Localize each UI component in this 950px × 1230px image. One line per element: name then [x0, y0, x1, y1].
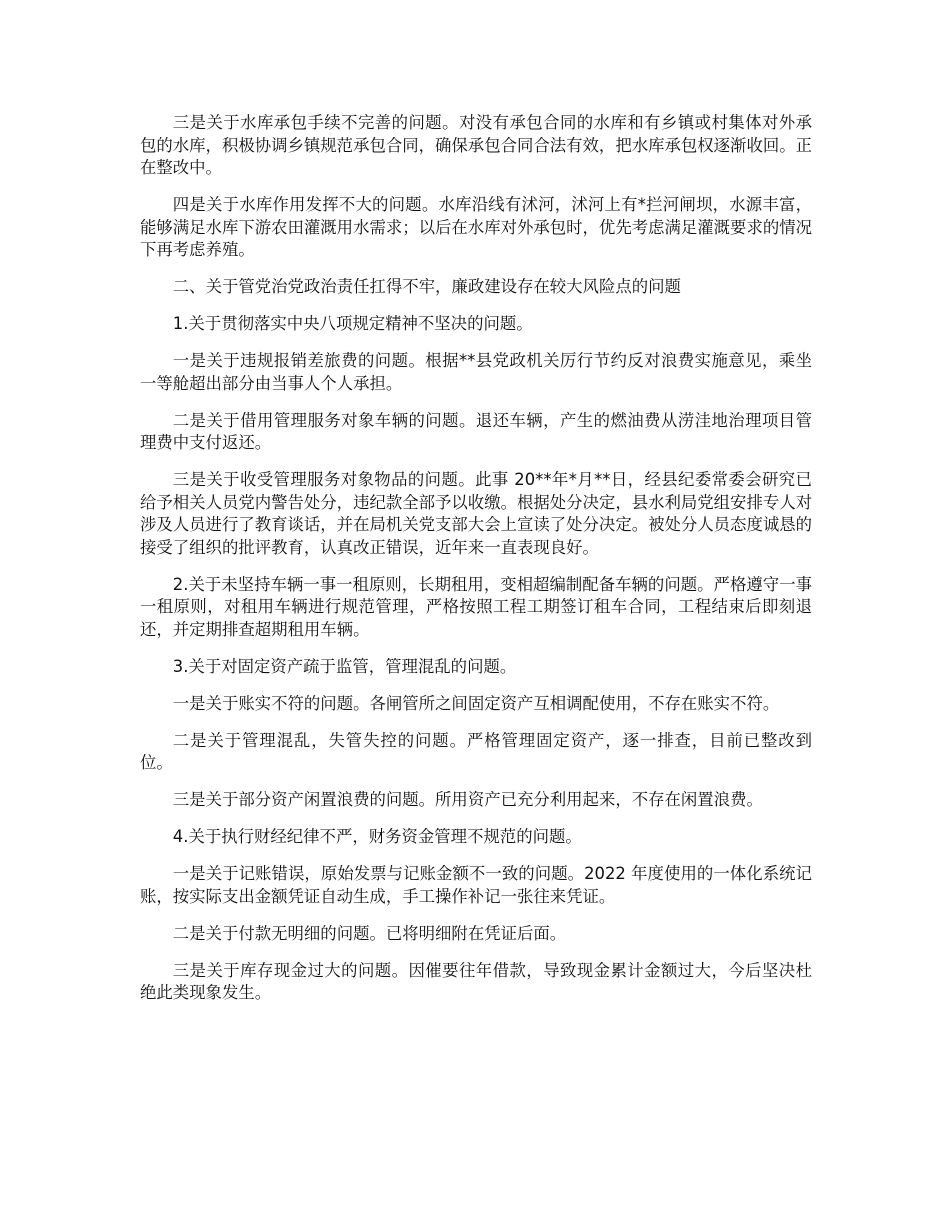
subsection-heading: 1.关于贯彻落实中央八项规定精神不坚决的问题。	[172, 314, 533, 333]
paragraph: 二是关于管理混乱，失管失控的问题。严格管理固定资产，逐一排查，目前已整改到位。	[140, 730, 812, 772]
subsection-heading: 3.关于对固定资产疏于监管，管理混乱的问题。	[172, 656, 517, 676]
paragraph: 三是关于收受管理服务对象物品的问题。此事 20**年*月**日，经县纪委常委会研究已给予相关人员党内警告处分，违纪款全部予以收缴。根据处分决定，县水利局党组安排专人对涉及人员进行了教育谈话，并在局机关党支部大会上宣读了处分决定。被处分人员态度诚恳的接受了组织的批评教育，认真改正错误，近年来一直表现良好。	[140, 470, 813, 557]
paragraph: 二是关于付款无明细的问题。已将明细附在凭证后面。	[172, 923, 567, 943]
paragraph: 四是关于水库作用发挥不大的问题。水库沿线有沭河，沭河上有*拦河闸坝，水源丰富，能够满足水库下游农田灌溉用水需求；以后在水库对外承包时，优先考虑满足灌溉要求的情况下再考虑养殖。	[140, 195, 813, 259]
section-heading: 二、关于管党治党政治责任扛得不牢，廉政建设存在较大风险点的问题	[172, 277, 681, 296]
paragraph: 三是关于库存现金过大的问题。因催要往年借款，导致现金累计金额过大，今后坚决杜绝此类现象发生。	[140, 960, 812, 1002]
paragraph: 二是关于借用管理服务对象车辆的问题。退还车辆，产生的燃油费从涝洼地治理项目管理费中支付返还。	[140, 410, 812, 452]
paragraph: 一是关于违规报销差旅费的问题。根据**县党政机关厉行节约反对浪费实施意见，乘坐一等舱超出部分由当事人个人承担。	[140, 351, 812, 393]
paragraph: 三是关于水库承包手续不完善的问题。对没有承包合同的水库和有乡镇或村集体对外承包的水库，积极协调乡镇规范承包合同，确保承包合同合法有效，把水库承包权逐渐收回。正在整改中。	[140, 113, 813, 177]
paragraph: 2.关于未坚持车辆一事一租原则，长期租用，变相超编制配备车辆的问题。严格遵守一事一租原则，对租用车辆进行规范管理，严格按照工程工期签订租车合同，工程结束后即刻退还，并定期排查超期租用车辆。	[140, 574, 812, 639]
paragraph: 一是关于账实不符的问题。各闸管所之间固定资产互相调配使用，不存在账实不符。	[172, 693, 780, 713]
paragraph: 三是关于部分资产闲置浪费的问题。所用资产已充分利用起来，不存在闲置浪费。	[172, 790, 763, 809]
subsection-heading: 4.关于执行财经纪律不严，财务资金管理不规范的问题。	[172, 827, 582, 846]
paragraph: 一是关于记账错误，原始发票与记账金额不一致的问题。2022 年度使用的一体化系统记账，按实际支出金额凭证自动生成，手工操作补记一张往来凭证。	[140, 864, 812, 906]
document-body	[140, 112, 812, 1019]
